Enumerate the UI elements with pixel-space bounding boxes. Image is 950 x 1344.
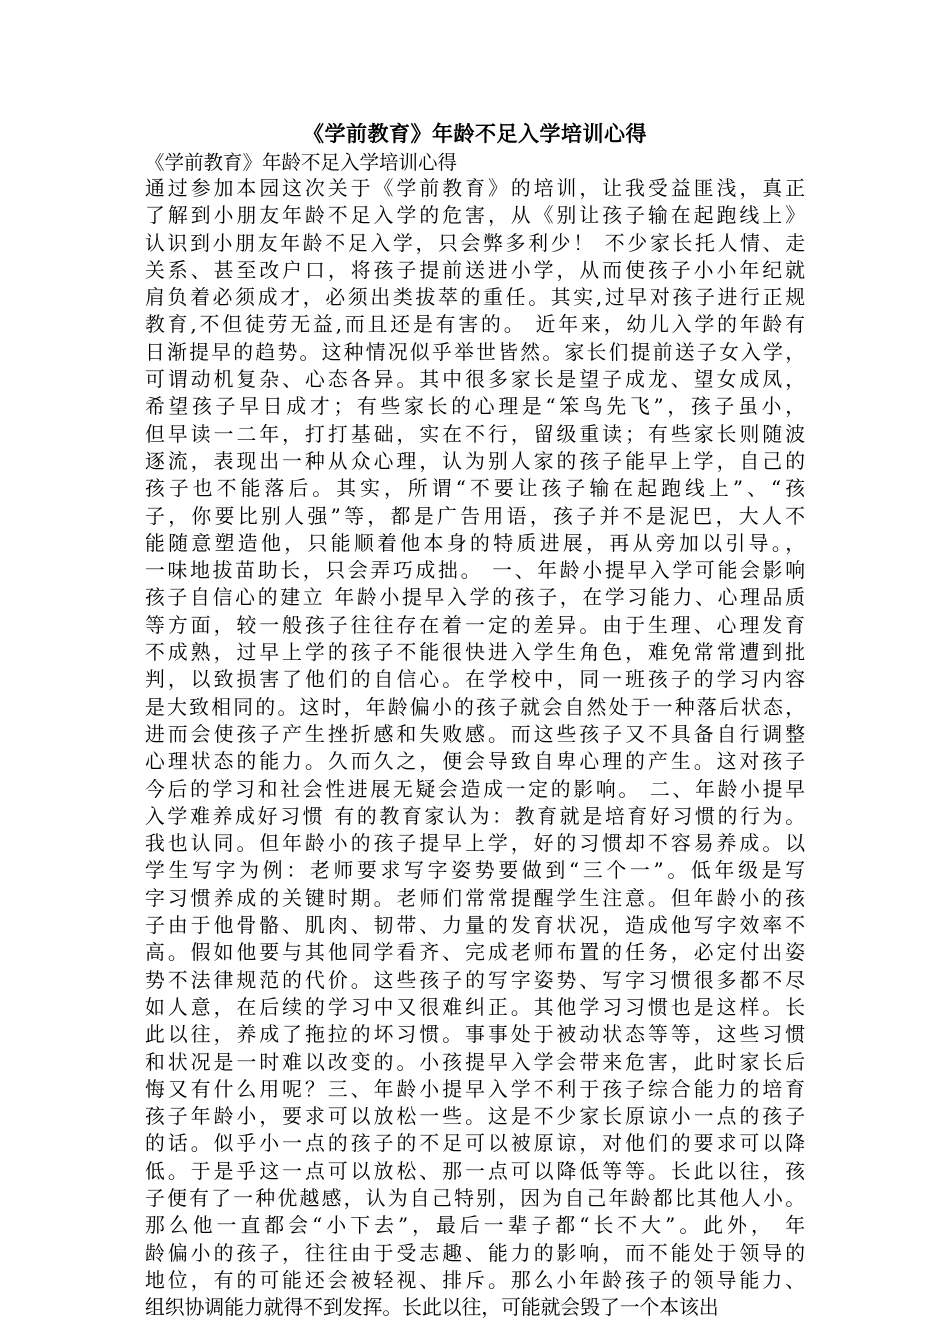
body-line: 学生写字为例：老师要求写字姿势要做到“三个一”。低年级是写 (145, 859, 805, 883)
body-line: 日渐提早的趋势。这种情况似乎举世皆然。家长们提前送子女入学， (145, 340, 805, 364)
body-line: 如人意，在后续的学习中又很难纠正。其他学习习惯也是这样。长 (145, 995, 805, 1019)
body-line: 了解到小朋友年龄不足入学的危害，从《别让孩子输在起跑线上》 (145, 204, 805, 228)
body-line: 但早读一二年，打打基础，实在不行，留级重读；有些家长则随波 (145, 422, 805, 446)
body-line: 进而会使孩子产生挫折感和失败感。而这些孩子又不具备自行调整 (145, 722, 805, 746)
body-line: 肩负着必须成才，必须出类拔萃的重任。其实,过早对孩子进行正规 (145, 286, 805, 310)
body-line: 悔又有什么用呢？三、年龄小提早入学不利于孩子综合能力的培育 (145, 1077, 805, 1101)
body-line: 不成熟，过早上学的孩子不能很快进入学生角色，难免常常遭到批 (145, 641, 805, 665)
body-line: 的话。似乎小一点的孩子的不足可以被原谅，对他们的要求可以降 (145, 1132, 805, 1156)
body-line: 子由于他骨骼、肌肉、韧带、力量的发育状况，造成他写字效率不 (145, 914, 805, 938)
body-line: 希望孩子早日成才；有些家长的心理是“笨鸟先飞”，孩子虽小， (145, 395, 805, 419)
body-line: 孩子自信心的建立 年龄小提早入学的孩子，在学习能力、心理品质 (145, 586, 805, 610)
body-line: 我也认同。但年龄小的孩子提早上学，好的习惯却不容易养成。以 (145, 832, 805, 856)
body-line: 判，以致损害了他们的自信心。在学校中，同一班孩子的学习内容 (145, 668, 805, 692)
body-line: 关系、甚至改户口，将孩子提前送进小学，从而使孩子小小年纪就 (145, 258, 805, 282)
body-line: 势不法律规范的代价。这些孩子的写字姿势、写字习惯很多都不尽 (145, 968, 805, 992)
body-line: 入学难养成好习惯 有的教育家认为：教育就是培育好习惯的行为。 (145, 804, 805, 828)
body-line: 可谓动机复杂、心态各异。其中很多家长是望子成龙、望女成凤， (145, 368, 805, 392)
body-line: 教育,不但徒劳无益,而且还是有害的。 近年来，幼儿入学的年龄有 (145, 313, 805, 337)
body-line: 是大致相同的。这时，年龄偏小的孩子就会自然处于一种落后状态， (145, 695, 805, 719)
body-line: 组织协调能力就得不到发挥。长此以往，可能就会毁了一个本该出 (145, 1296, 719, 1320)
body-line: 那么他一直都会“小下去”，最后一辈子都“长不大”。此外， 年 (145, 1214, 805, 1238)
body-line: 孩子也不能落后。其实，所谓“不要让孩子输在起跑线上”、“孩 (145, 477, 805, 501)
body-line: 今后的学习和社会性进展无疑会造成一定的影响。 二、年龄小提早 (145, 777, 805, 801)
body-line: 子便有了一种优越感，认为自己特别，因为自己年龄都比其他人小。 (145, 1186, 805, 1210)
body-line: 字习惯养成的关键时期。老师们常常提醒学生注意。但年龄小的孩 (145, 886, 805, 910)
body-line: 逐流，表现出一种从众心理，认为别人家的孩子能早上学，自己的 (145, 449, 805, 473)
body-line: 地位，有的可能还会被轻视、排斥。那么小年龄孩子的领导能力、 (145, 1268, 805, 1292)
body-line: 子，你要比别人强”等，都是广告用语，孩子并不是泥巴，大人不 (145, 504, 805, 528)
body-line: 此以往，养成了拖拉的坏习惯。事事处于被动状态等等，这些习惯 (145, 1023, 805, 1047)
body-line: 认识到小朋友年龄不足入学，只会弊多利少！ 不少家长托人情、走 (145, 231, 805, 255)
body-line: 等方面，较一般孩子往往存在着一定的差异。由于生理、心理发育 (145, 613, 805, 637)
body-line: 和状况是一时难以改变的。小孩提早入学会带来危害，此时家长后 (145, 1050, 805, 1074)
body-line: 一味地拔苗助长，只会弄巧成拙。 一、年龄小提早入学可能会影响 (145, 559, 805, 583)
body-line: 心理状态的能力。久而久之，便会导致自卑心理的产生。这对孩子 (145, 750, 805, 774)
body-line: 通过参加本园这次关于《学前教育》的培训，让我受益匪浅，真正 (145, 177, 805, 200)
body-line: 高。假如他要与其他同学看齐、完成老师布置的任务，必定付出姿 (145, 941, 805, 965)
document-title: 《学前教育》年龄不足入学培训心得 (303, 122, 647, 146)
body-line: 孩子年龄小，要求可以放松一些。这是不少家长原谅小一点的孩子 (145, 1105, 805, 1129)
document-subtitle: 《学前教育》年龄不足入学培训心得 (145, 151, 458, 174)
body-line: 能随意塑造他，只能顺着他本身的特质进展，再从旁加以引导。， (145, 531, 805, 555)
document-body (145, 175, 805, 1321)
body-line: 龄偏小的孩子，往往由于受志趣、能力的影响，而不能处于领导的 (145, 1241, 805, 1265)
body-line: 低。于是乎这一点可以放松、那一点可以降低等等。长此以往，孩 (145, 1159, 805, 1183)
